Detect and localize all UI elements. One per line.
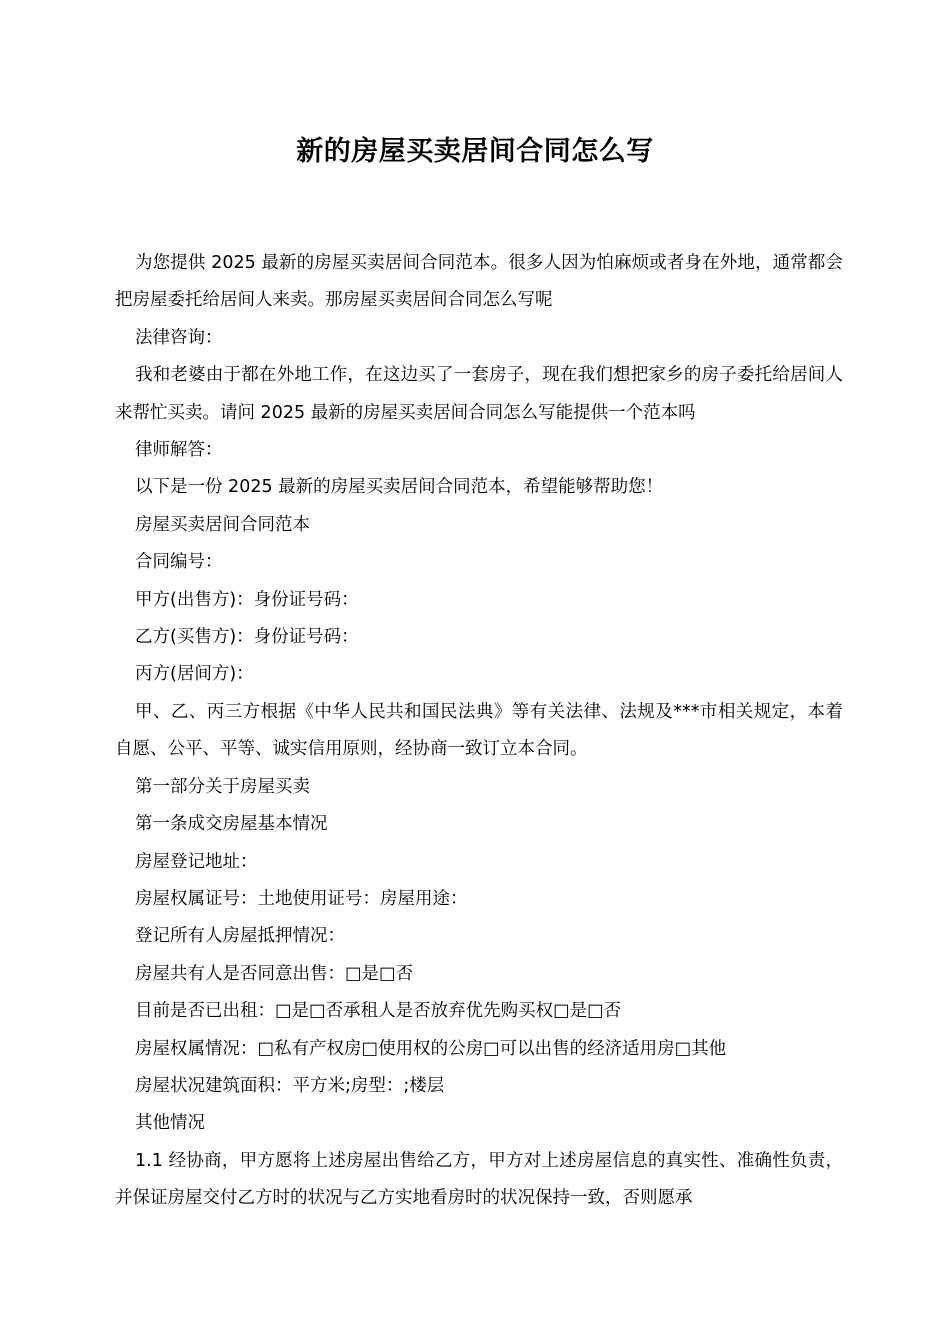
document-body xyxy=(115,245,843,1218)
paragraph: 乙方(买售方)：身份证号码： xyxy=(135,627,359,648)
paragraph: 第一部分关于房屋买卖 xyxy=(135,776,310,797)
paragraph: 目前是否已出租：□是□否承租人是否放弃优先购买权□是□否 xyxy=(135,1001,622,1022)
paragraph: 登记所有人房屋抵押情况： xyxy=(135,926,345,947)
paragraph: 合同编号： xyxy=(135,552,223,573)
paragraph: 律师解答： xyxy=(135,440,223,461)
paragraph: 以下是一份 2025 最新的房屋买卖居间合同范本，希望能够帮助您！ xyxy=(135,477,664,498)
paragraph: 其他情况 xyxy=(135,1113,205,1134)
paragraph: 丙方(居间方)： xyxy=(135,664,254,685)
page-title: 新的房屋买卖居间合同怎么写 xyxy=(296,136,654,167)
paragraph: 甲、乙、丙三方根据《中华人民共和国民法典》等有关法律、法规及***市相关规定，本着自愿、公平、平等、诚实信用原则，经协商一致订立本合同。 xyxy=(115,701,843,760)
paragraph: 房屋状况建筑面积：平方米;房型：;楼层 xyxy=(135,1075,445,1096)
paragraph: 1.1 经协商，甲方愿将上述房屋出售给乙方，甲方对上述房屋信息的真实性、准确性负责，并保证房屋交付乙方时的状况与乙方实地看房时的状况保持一致，否则愿承 xyxy=(115,1150,844,1209)
paragraph: 第一条成交房屋基本情况 xyxy=(135,814,328,835)
paragraph: 法律咨询： xyxy=(135,327,223,348)
paragraph: 为您提供 2025 最新的房屋买卖居间合同范本。很多人因为怕麻烦或者身在外地，通常都会把房屋委托给居间人来卖。那房屋买卖居间合同怎么写呢 xyxy=(115,253,843,311)
paragraph: 房屋权属证号：土地使用证号：房屋用途： xyxy=(135,888,468,909)
paragraph: 房屋登记地址： xyxy=(135,851,258,872)
paragraph: 房屋买卖居间合同范本 xyxy=(135,514,310,535)
paragraph: 我和老婆由于都在外地工作，在这边买了一套房子，现在我们想把家乡的房子委托给居间人来帮忙买卖。请问 2025 最新的房屋买卖居间合同怎么写能提供一个范本吗 xyxy=(115,365,843,423)
paragraph: 甲方(出售方)：身份证号码： xyxy=(135,589,359,610)
paragraph: 房屋共有人是否同意出售：□是□否 xyxy=(135,963,414,984)
paragraph: 房屋权属情况：□私有产权房□使用权的公房□可以出售的经济适用房□其他 xyxy=(135,1038,727,1059)
